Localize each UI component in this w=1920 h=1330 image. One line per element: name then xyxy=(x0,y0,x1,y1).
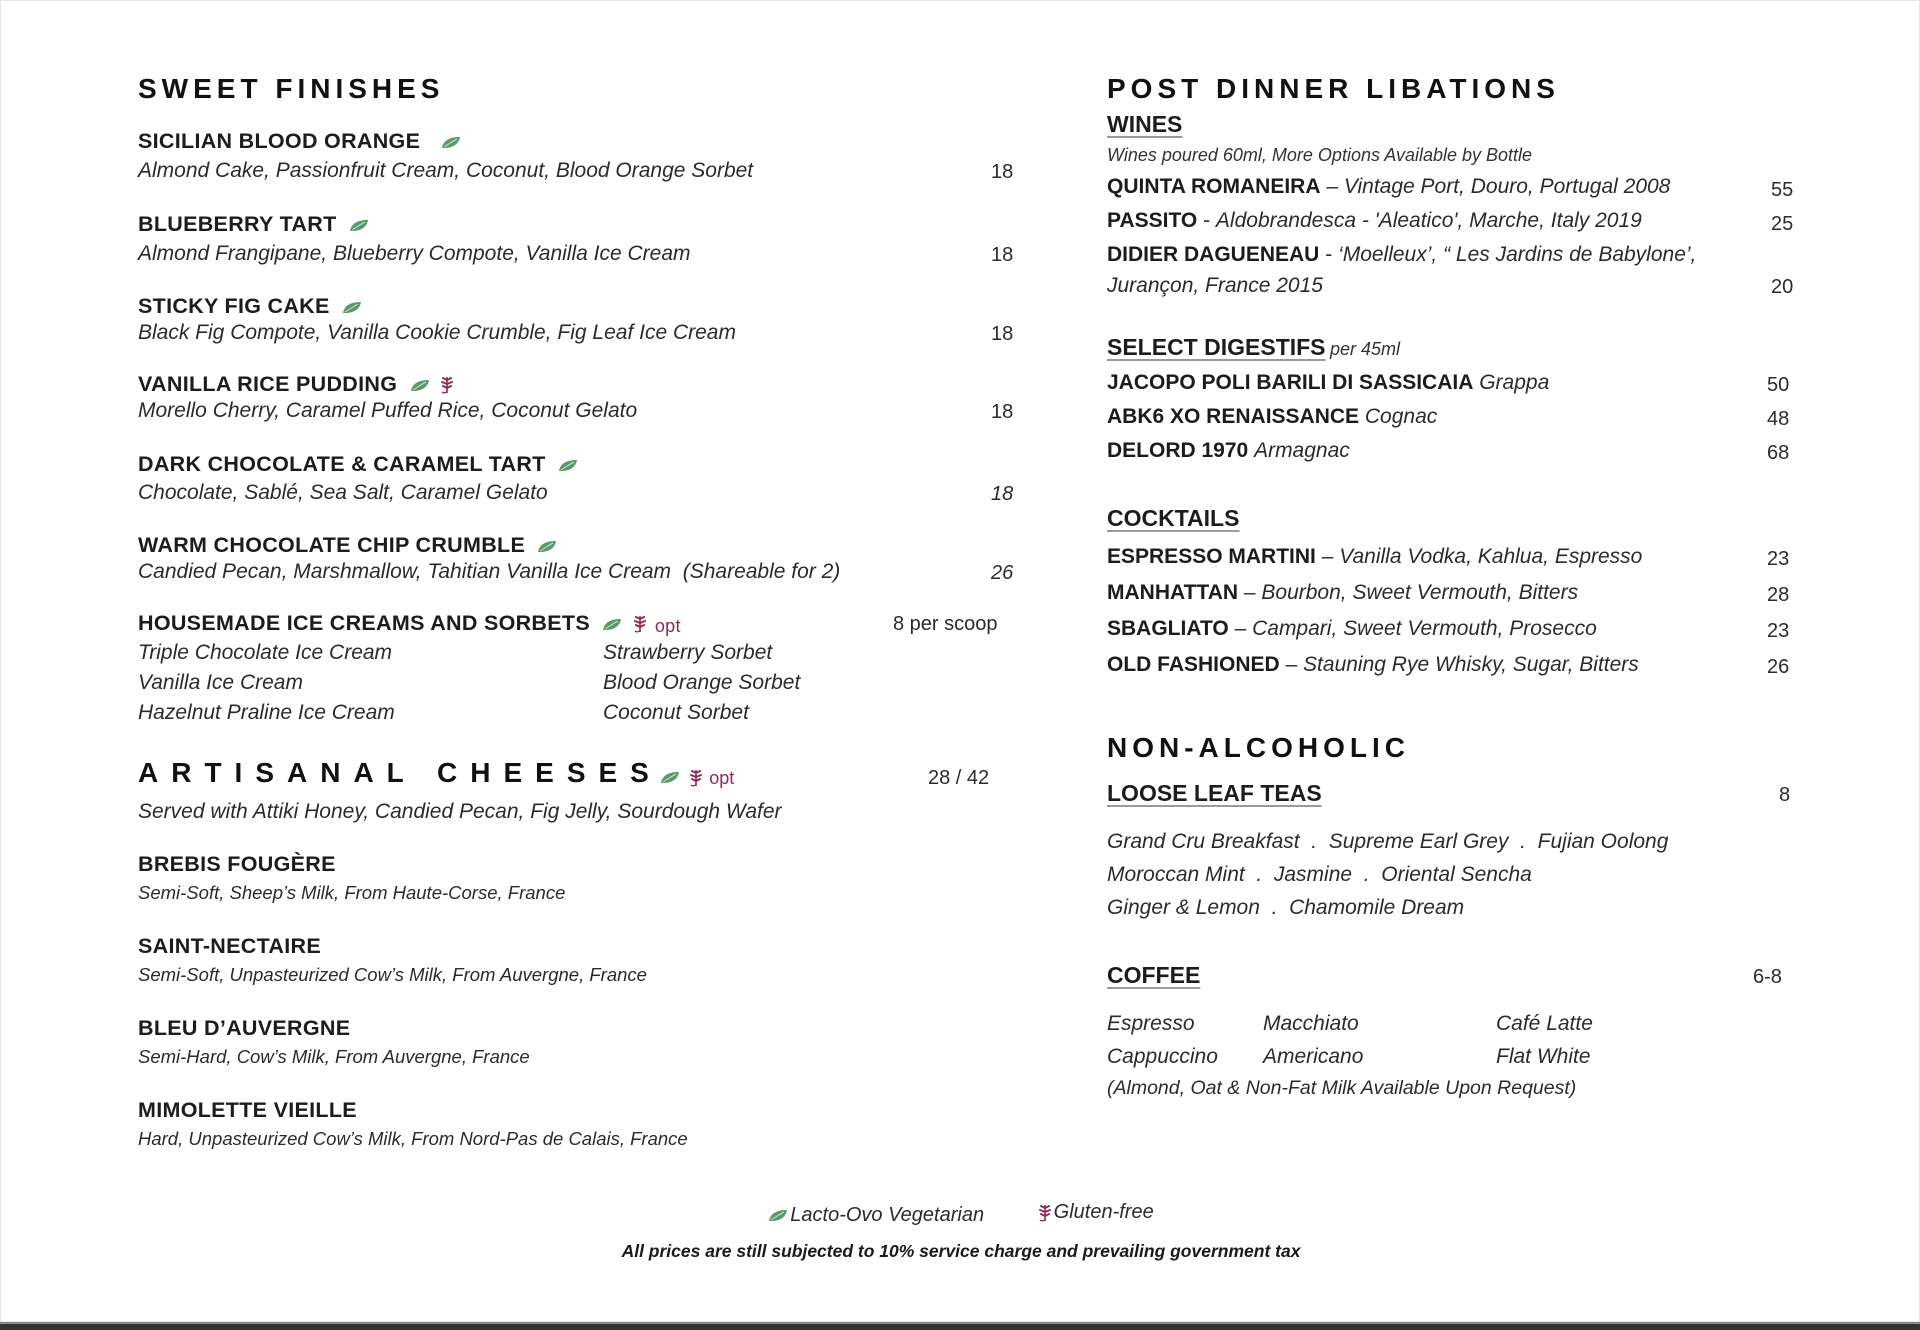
tea-line: Moroccan Mint . Jasmine . Oriental Sencha xyxy=(1107,863,1532,886)
libations-title: POST DINNER LIBATIONS xyxy=(1107,73,1560,104)
wine-desc: Aldobrandesca - 'Aleatico', Marche, Italy 2019 xyxy=(1215,209,1642,232)
cocktail-item: MANHATTAN – Bourbon, Sweet Vermouth, Bitters xyxy=(1107,581,1579,604)
coffee-title: COFFEE xyxy=(1107,962,1201,988)
coffee-option: Macchiato xyxy=(1263,1012,1359,1035)
wines-note: Wines poured 60ml, More Options Available by Bottle xyxy=(1107,145,1533,165)
dessert-item-desc: Chocolate, Sablé, Sea Salt, Caramel Gelato xyxy=(138,481,548,504)
cheeses-served-with: Served with Attiki Honey, Candied Pecan, Fig Jelly, Sourdough Wafer xyxy=(138,800,782,823)
dessert-item-desc: Candied Pecan, Marshmallow, Tahitian Vanilla Ice Cream (Shareable for 2) xyxy=(138,560,841,583)
legend-gluten-free xyxy=(1038,1201,1154,1224)
cheese-desc: Semi-Soft, Sheep’s Milk, From Haute-Corse, France xyxy=(138,882,566,903)
digestif-type: Grappa xyxy=(1479,371,1550,394)
cocktail-name: ESPRESSO MARTINI xyxy=(1107,545,1316,568)
dessert-item-price: 18 xyxy=(991,161,1014,183)
sorbet-flavor: Coconut Sorbet xyxy=(603,701,749,724)
gluten-free-icon xyxy=(440,376,454,394)
leaf-icon xyxy=(768,1209,788,1222)
digestif-name: JACOPO POLI BARILI DI SASSICAIA xyxy=(1107,371,1474,394)
dessert-item-name xyxy=(138,294,362,319)
wine-desc: Vintage Port, Douro, Portugal 2008 xyxy=(1343,175,1671,198)
wine-item xyxy=(1107,243,1696,267)
cheese-desc: Semi-Hard, Cow’s Milk, From Auvergne, France xyxy=(138,1046,530,1067)
coffee-option: Flat White xyxy=(1496,1045,1591,1068)
price-disclaimer: All prices are still subjected to 10% service charge and prevailing government tax xyxy=(621,1241,1301,1261)
cheeses-price: 28 / 42 xyxy=(928,767,990,789)
gluten-free-icon xyxy=(1038,1204,1052,1222)
dietary-legend xyxy=(1,1201,1920,1228)
leaf-icon xyxy=(558,459,578,472)
legend-vegetarian-label: Lacto-Ovo Vegetarian xyxy=(790,1203,985,1226)
leaf-icon xyxy=(410,379,430,392)
wine-desc: ‘Moelleux’, “ Les Jardins de Babylone’, xyxy=(1338,243,1697,266)
cocktail-desc: Stauning Rye Whisky, Sugar, Bitters xyxy=(1303,653,1639,676)
dessert-name-sicilian-blood-orange: SICILIAN BLOOD ORANGE xyxy=(138,129,421,153)
leaf-icon xyxy=(349,219,369,232)
gluten-free-icon xyxy=(633,615,647,633)
wine-price: 55 xyxy=(1771,179,1794,201)
ice-cream-flavor: Hazelnut Praline Ice Cream xyxy=(138,701,395,724)
wine-item xyxy=(1107,175,1670,199)
sorbet-flavor: Blood Orange Sorbet xyxy=(603,671,801,694)
digestif-type: Cognac xyxy=(1364,405,1438,428)
digestif-price: 50 xyxy=(1767,374,1790,396)
cocktail-desc: Campari, Sweet Vermouth, Prosecco xyxy=(1252,617,1597,640)
dessert-name-blueberry-tart: BLUEBERRY TART xyxy=(138,212,337,236)
sweet-finishes-title: SWEET FINISHES xyxy=(138,73,445,104)
cheese-desc: Hard, Unpasteurized Cow’s Milk, From Nord-Pas de Calais, France xyxy=(138,1128,688,1149)
dessert-name-dark-chocolate-caramel-tart: DARK CHOCOLATE & CARAMEL TART xyxy=(138,452,546,476)
dessert-item-desc: Black Fig Compote, Vanilla Cookie Crumble, Fig Leaf Ice Cream xyxy=(138,321,736,344)
digestifs-title: SELECT DIGESTIFS xyxy=(1107,334,1326,360)
legend-gluten-free-label: Gluten-free xyxy=(1053,1201,1154,1223)
cocktails-title: COCKTAILS xyxy=(1107,505,1240,531)
dessert-name-sticky-fig-cake: STICKY FIG CAKE xyxy=(138,294,330,318)
digestifs-heading xyxy=(1107,334,1400,361)
dessert-item-price: 18 xyxy=(991,323,1014,345)
cocktail-name: SBAGLIATO xyxy=(1107,617,1229,640)
bottom-bar xyxy=(0,1322,1920,1330)
cheese-desc: Semi-Soft, Unpasteurized Cow’s Milk, From Auvergne, France xyxy=(138,964,647,985)
cheese-name: BREBIS FOUGÈRE xyxy=(138,852,336,876)
coffee-price: 6-8 xyxy=(1753,966,1782,988)
cocktail-item: SBAGLIATO – Campari, Sweet Vermouth, Prosecco xyxy=(1107,617,1597,640)
wine-item-continued xyxy=(1107,274,1323,298)
cocktail-price: 23 xyxy=(1767,620,1790,642)
dessert-item-price: 18 xyxy=(991,401,1014,423)
separator: - xyxy=(1197,209,1216,232)
cheese-name: MIMOLETTE VIEILLE xyxy=(138,1098,357,1122)
cocktail-price: 28 xyxy=(1767,584,1790,606)
wines-title: WINES xyxy=(1107,111,1183,137)
dessert-item-name xyxy=(138,212,369,237)
coffee-option: Espresso xyxy=(1107,1012,1195,1035)
cheese-name: BLEU D’AUVERGNE xyxy=(138,1016,351,1040)
leaf-icon xyxy=(441,136,461,149)
cocktail-name: OLD FASHIONED xyxy=(1107,653,1280,676)
dessert-item-name xyxy=(138,129,461,154)
ice-cream-price: 8 per scoop xyxy=(893,613,998,635)
dessert-name-vanilla-rice-pudding: VANILLA RICE PUDDING xyxy=(138,372,398,396)
legend-vegetarian xyxy=(768,1204,984,1227)
dessert-item-name xyxy=(138,533,557,558)
digestif-item xyxy=(1107,371,1549,395)
dessert-item-price: 26 xyxy=(991,562,1014,584)
separator: – xyxy=(1320,175,1344,198)
wine-name: PASSITO xyxy=(1107,209,1198,232)
teas-title: LOOSE LEAF TEAS xyxy=(1107,780,1322,806)
ice-cream-flavor: Triple Chocolate Ice Cream xyxy=(138,641,393,664)
digestif-name: ABK6 XO RENAISSANCE xyxy=(1107,405,1360,428)
wine-name: DIDIER DAGUENEAU xyxy=(1107,243,1320,266)
optional-label: opt xyxy=(654,616,681,636)
cocktail-name: MANHATTAN xyxy=(1107,581,1239,604)
tea-line: Ginger & Lemon . Chamomile Dream xyxy=(1107,896,1465,919)
separator: - xyxy=(1319,243,1339,266)
milk-note: (Almond, Oat & Non-Fat Milk Available Upon Request) xyxy=(1107,1077,1577,1099)
dessert-item-desc: Morello Cherry, Caramel Puffed Rice, Coconut Gelato xyxy=(138,399,638,422)
digestif-name: DELORD 1970 xyxy=(1107,439,1249,462)
dessert-item-desc: Almond Frangipane, Blueberry Compote, Vanilla Ice Cream xyxy=(138,242,691,265)
cocktail-price: 23 xyxy=(1767,548,1790,570)
coffee-option: Americano xyxy=(1263,1045,1364,1068)
cheeses-title: ARTISANAL CHEESES xyxy=(138,757,662,788)
coffee-option: Cappuccino xyxy=(1107,1045,1218,1068)
digestif-item xyxy=(1107,405,1437,429)
leaf-icon xyxy=(602,618,622,631)
digestif-price: 68 xyxy=(1767,442,1790,464)
optional-label: opt xyxy=(709,768,735,788)
digestif-type: Armagnac xyxy=(1254,439,1350,462)
digestif-item xyxy=(1107,439,1350,463)
dessert-item-price: 18 xyxy=(991,483,1014,505)
tea-line: Grand Cru Breakfast . Supreme Earl Grey . Fujian Oolong xyxy=(1107,830,1669,853)
wine-desc: Jurançon, France 2015 xyxy=(1107,274,1323,297)
dessert-name-warm-chocolate-chip-crumble: WARM CHOCOLATE CHIP CRUMBLE xyxy=(138,533,526,557)
dessert-item-price: 18 xyxy=(991,244,1014,266)
ice-cream-heading xyxy=(138,611,681,637)
wine-price: 20 xyxy=(1771,276,1794,298)
leaf-icon xyxy=(537,540,557,553)
cheeses-heading xyxy=(138,757,734,789)
gluten-free-icon xyxy=(689,769,703,787)
ice-cream-name: HOUSEMADE ICE CREAMS AND SORBETS xyxy=(138,611,590,635)
leaf-icon xyxy=(660,771,680,784)
coffee-option: Café Latte xyxy=(1496,1012,1593,1035)
wine-price: 25 xyxy=(1771,213,1794,235)
digestifs-note: per 45ml xyxy=(1329,339,1401,359)
digestif-price: 48 xyxy=(1767,408,1790,430)
ice-cream-flavor: Vanilla Ice Cream xyxy=(138,671,303,694)
dessert-item-name xyxy=(138,452,578,477)
cocktail-desc: Vanilla Vodka, Kahlua, Espresso xyxy=(1339,545,1643,568)
cocktail-price: 26 xyxy=(1767,656,1790,678)
sorbet-flavor: Strawberry Sorbet xyxy=(603,641,773,664)
dessert-item-name xyxy=(138,372,454,397)
cocktail-item: OLD FASHIONED – Stauning Rye Whisky, Sugar, Bitters xyxy=(1107,653,1639,676)
wine-item xyxy=(1107,209,1642,233)
cocktail-desc: Bourbon, Sweet Vermouth, Bitters xyxy=(1261,581,1579,604)
cocktail-item: ESPRESSO MARTINI – Vanilla Vodka, Kahlua, Espresso xyxy=(1107,545,1643,568)
cheese-name: SAINT-NECTAIRE xyxy=(138,934,321,958)
wine-name: QUINTA ROMANEIRA xyxy=(1107,175,1321,198)
leaf-icon xyxy=(342,301,362,314)
non-alcoholic-title: NON-ALCOHOLIC xyxy=(1107,732,1410,763)
teas-price: 8 xyxy=(1779,784,1791,806)
dessert-item-desc: Almond Cake, Passionfruit Cream, Coconut, Blood Orange Sorbet xyxy=(138,159,754,182)
